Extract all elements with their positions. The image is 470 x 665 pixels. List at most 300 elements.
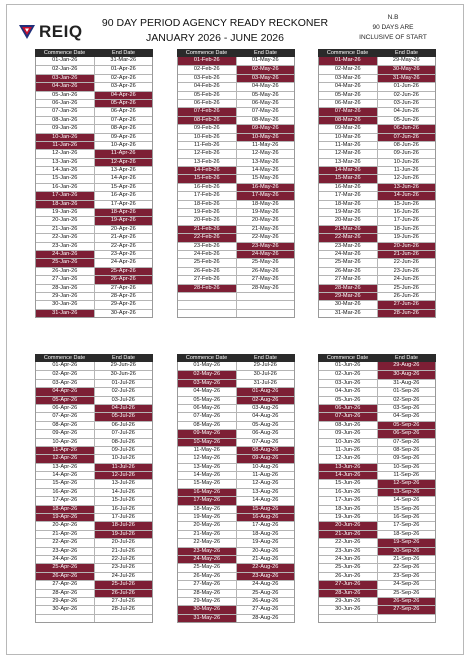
end-date-cell: 30-Apr-26 (110, 309, 136, 316)
table-row (319, 191, 435, 199)
end-date-cell: 15-May-26 (251, 175, 279, 182)
commence-date-header: Commence Date (326, 355, 369, 361)
table-row (178, 614, 294, 622)
end-date-cell: 09-Sep-26 (393, 455, 420, 462)
commence-date-cell: 29-Jan-26 (36, 293, 95, 300)
end-date-cell: 23-Sep-26 (393, 572, 420, 579)
commence-date-cell: 01-May-26 (178, 362, 237, 370)
end-date-cell: 05-Aug-26 (252, 421, 279, 428)
table-row (319, 116, 435, 124)
commence-date-cell: 13-Apr-26 (36, 464, 95, 471)
commence-date-cell: 01-Jun-26 (319, 362, 378, 370)
end-date-cell: 24-Jun-26 (393, 276, 419, 283)
end-date-cell: 21-May-26 (251, 225, 279, 232)
commence-date-cell: 25-Jun-26 (319, 564, 378, 571)
commence-date-cell: 28-May-26 (178, 590, 237, 597)
end-date-cell: 10-Jun-26 (393, 158, 419, 165)
commence-date-cell: 24-Feb-26 (178, 251, 237, 258)
table-row (178, 183, 294, 191)
table-row (36, 233, 152, 241)
commence-date-cell: 07-May-26 (178, 413, 237, 420)
end-date-cell: 18-Jun-26 (393, 225, 419, 232)
table-row (319, 521, 435, 529)
end-date-cell: 31-Mar-26 (110, 57, 137, 63)
end-date-cell: 19-May-26 (251, 209, 279, 216)
commence-date-cell: 11-May-26 (178, 447, 237, 454)
commence-date-cell: 04-Apr-26 (36, 388, 95, 395)
table-row (36, 200, 152, 208)
table-row (178, 396, 294, 404)
commence-date-cell: 29-Jun-26 (319, 598, 378, 605)
table-row (36, 530, 152, 538)
end-date-cell: 21-Aug-26 (252, 555, 279, 562)
end-date-cell (237, 310, 295, 317)
commence-date-cell: 18-May-26 (178, 506, 237, 513)
table-row (178, 250, 294, 258)
commence-date-cell: 10-Apr-26 (36, 439, 95, 446)
end-date-cell: 15-Sep-26 (393, 505, 420, 512)
table-row (36, 370, 152, 378)
end-date-cell: 05-Jul-26 (95, 413, 153, 420)
end-date-cell: 10-Aug-26 (252, 463, 279, 470)
end-date-cell: 24-May-26 (237, 251, 295, 258)
commence-date-cell: 28-Jan-26 (36, 285, 95, 292)
end-date-cell: 08-Jun-26 (393, 141, 419, 148)
table-row (36, 275, 152, 283)
table-row (178, 233, 294, 241)
end-date-cell: 21-Apr-26 (110, 234, 136, 241)
commence-date-cell: 04-Jan-26 (36, 83, 95, 90)
commence-date-header: Commence Date (43, 355, 86, 361)
table-row (36, 387, 152, 395)
end-date-cell: 27-May-26 (251, 276, 279, 283)
end-date-cell: 02-Sep-26 (393, 396, 420, 403)
end-date-cell: 21-Jun-26 (378, 251, 436, 258)
table-row (178, 200, 294, 208)
table-row (178, 404, 294, 412)
commence-date-cell: 05-Mar-26 (319, 92, 378, 99)
commence-date-cell: 04-Jun-26 (319, 388, 378, 395)
end-date-cell: 19-Sep-26 (378, 539, 436, 546)
commence-date-cell: 23-Jan-26 (36, 243, 95, 250)
end-date-cell: 03-Apr-26 (110, 83, 136, 90)
commence-date-cell: 19-Jun-26 (319, 514, 378, 521)
title-line-2: JANUARY 2026 - JUNE 2026 (146, 31, 284, 44)
commence-date-cell: 10-Feb-26 (178, 134, 237, 141)
commence-date-cell: 03-Mar-26 (319, 75, 378, 82)
commence-date-cell: 05-Jan-26 (36, 92, 95, 99)
table-row (178, 191, 294, 199)
commence-date-cell: 13-May-26 (178, 464, 237, 471)
end-date-cell: 08-May-26 (251, 116, 279, 123)
table-row (36, 258, 152, 266)
end-date-cell: 08-Sep-26 (393, 446, 420, 453)
commence-date-cell: 01-Jan-26 (36, 57, 95, 65)
table-row (319, 479, 435, 487)
commence-date-cell: 05-Apr-26 (36, 397, 95, 404)
end-date-cell: 07-Apr-26 (110, 116, 136, 123)
table-row (319, 496, 435, 504)
commence-date-cell: 21-Jan-26 (36, 226, 95, 233)
note-line-3: INCLUSIVE OF START (359, 34, 427, 41)
commence-date-cell: 09-Apr-26 (36, 430, 95, 437)
end-date-cell: 29-Jun-26 (110, 362, 136, 368)
commence-date-cell: 21-Mar-26 (319, 226, 378, 233)
commence-date-cell: 26-Jun-26 (319, 573, 378, 580)
table-row (36, 496, 152, 504)
commence-date-cell: 22-Mar-26 (319, 234, 378, 241)
end-date-cell: 24-Sep-26 (393, 581, 420, 588)
commence-date-cell: 04-May-26 (178, 388, 237, 395)
end-date-cell: 25-Jul-26 (95, 581, 153, 588)
end-date-cell: 27-Jun-26 (378, 301, 436, 308)
table-row (36, 250, 152, 258)
table-row (319, 225, 435, 233)
end-date-cell: 16-May-26 (237, 184, 295, 191)
table-header (35, 49, 153, 57)
commence-date-cell: 13-Jan-26 (36, 159, 95, 166)
commence-date-cell: 23-Feb-26 (178, 243, 237, 250)
commence-date-cell: 28-Mar-26 (319, 285, 378, 292)
note-line-2: 90 DAYS ARE (372, 24, 414, 31)
end-date-cell: 28-Jun-26 (378, 310, 436, 317)
end-date-cell: 09-Jul-26 (111, 446, 135, 453)
end-date-cell: 13-Aug-26 (252, 488, 279, 495)
commence-date-cell: 09-May-26 (178, 430, 237, 437)
end-date-cell: 11-Apr-26 (95, 150, 153, 157)
end-date-cell: 14-Jul-26 (111, 488, 135, 495)
table-row (36, 572, 152, 580)
commence-date-cell: 07-Feb-26 (178, 108, 237, 115)
table-row (319, 580, 435, 588)
table-row (319, 538, 435, 546)
end-date-cell: 05-May-26 (251, 91, 279, 98)
end-date-cell: 25-Aug-26 (252, 589, 279, 596)
table-rows (318, 362, 436, 623)
end-date-cell: 18-Sep-26 (393, 530, 420, 537)
commence-date-cell: 04-Mar-26 (319, 83, 378, 90)
table-row (319, 292, 435, 300)
table-header (318, 49, 436, 57)
commence-date-cell: 03-May-26 (178, 380, 237, 387)
table-row (36, 91, 152, 99)
end-date-header: End Date (112, 50, 135, 56)
end-date-cell: 14-Sep-26 (393, 497, 420, 504)
table-row (178, 412, 294, 420)
end-date-cell: 04-Sep-26 (393, 413, 420, 420)
table-row (178, 572, 294, 580)
table-row (36, 133, 152, 141)
commence-date-cell: 18-Jan-26 (36, 201, 95, 208)
commence-date-cell: 18-Apr-26 (36, 506, 95, 513)
end-date-cell: 03-Aug-26 (252, 404, 279, 411)
commence-date-cell: 27-Jan-26 (36, 276, 95, 283)
commence-date-cell: 08-Apr-26 (36, 422, 95, 429)
commence-date-cell: 22-Apr-26 (36, 539, 95, 546)
end-date-cell: 10-Jul-26 (111, 455, 135, 462)
commence-date-cell: 24-May-26 (178, 556, 237, 563)
table-row (178, 216, 294, 224)
table-row (36, 563, 152, 571)
commence-date-cell: 10-May-26 (178, 439, 237, 446)
table-row (319, 183, 435, 191)
commence-date-cell: 08-May-26 (178, 422, 237, 429)
end-date-cell: 06-May-26 (251, 99, 279, 106)
table-jun (318, 354, 436, 623)
end-date-cell: 08-Apr-26 (110, 125, 136, 132)
end-date-cell: 20-Apr-26 (110, 225, 136, 232)
commence-date-cell: 15-Feb-26 (178, 175, 237, 182)
commence-date-cell: 11-Jan-26 (36, 142, 95, 149)
commence-date-cell: 15-Jan-26 (36, 175, 95, 182)
table-row (36, 580, 152, 588)
table-row (319, 57, 435, 65)
end-date-cell: 28-Apr-26 (110, 292, 136, 299)
end-date-cell: 28-May-26 (251, 284, 279, 291)
end-date-cell: 28-Aug-26 (252, 614, 279, 621)
table-row (36, 107, 152, 115)
table-row (319, 488, 435, 496)
commence-date-cell: 06-Apr-26 (36, 405, 95, 412)
table-row (319, 124, 435, 132)
end-date-cell: 12-Jul-26 (95, 472, 153, 479)
end-date-header: End Date (254, 355, 277, 361)
end-date-cell: 19-Aug-26 (252, 539, 279, 546)
table-row (36, 421, 152, 429)
table-row (319, 597, 435, 605)
commence-date-cell: 06-Jan-26 (36, 100, 95, 107)
table-row (36, 438, 152, 446)
table-row (178, 124, 294, 132)
end-date-cell: 06-Aug-26 (252, 430, 279, 437)
end-date-cell: 23-Jul-26 (111, 564, 135, 571)
commence-date-cell: 12-Jan-26 (36, 150, 95, 157)
commence-date-cell: 03-Feb-26 (178, 75, 237, 82)
table-row (319, 505, 435, 513)
end-date-cell: 26-Sep-26 (378, 598, 436, 605)
end-date-cell: 26-Aug-26 (252, 597, 279, 604)
commence-date-cell: 24-Jan-26 (36, 251, 95, 258)
end-date-cell: 20-Jul-26 (111, 539, 135, 546)
table-row (319, 200, 435, 208)
table-row (36, 300, 152, 308)
table-row (36, 183, 152, 191)
table-row (319, 362, 435, 370)
table-row (319, 421, 435, 429)
end-date-cell: 16-Aug-26 (237, 514, 295, 521)
commence-date-cell: 09-Mar-26 (319, 125, 378, 132)
commence-date-cell: 12-Feb-26 (178, 150, 237, 157)
end-date-cell: 21-Sep-26 (393, 555, 420, 562)
commence-date-cell: 15-Mar-26 (319, 175, 378, 182)
commence-date-cell: 14-May-26 (178, 472, 237, 479)
table-row (178, 309, 294, 317)
table-row (178, 258, 294, 266)
commence-date-cell: 23-May-26 (178, 548, 237, 555)
table-row (36, 208, 152, 216)
table-row (178, 496, 294, 504)
commence-date-cell: 28-Feb-26 (178, 285, 237, 292)
end-date-cell: 06-Apr-26 (110, 108, 136, 115)
table-row (319, 471, 435, 479)
commence-date-cell: 12-Mar-26 (319, 150, 378, 157)
table-row (319, 133, 435, 141)
commence-date-cell: 20-May-26 (178, 522, 237, 529)
end-date-cell: 01-Jun-26 (393, 83, 419, 90)
end-date-cell: 11-Aug-26 (252, 472, 279, 479)
reiq-logo-icon (17, 23, 37, 41)
table-row (319, 404, 435, 412)
commence-date-cell: 10-Mar-26 (319, 134, 378, 141)
table-row (178, 563, 294, 571)
end-date-cell: 11-Jun-26 (393, 167, 419, 174)
commence-date-cell: 21-Jun-26 (319, 531, 378, 538)
end-date-cell: 21-Jul-26 (111, 547, 135, 554)
table-row (319, 300, 435, 308)
commence-date-cell: 13-Jun-26 (319, 464, 378, 471)
table-row (178, 370, 294, 378)
end-date-cell: 03-Sep-26 (393, 404, 420, 411)
commence-date-cell: 18-Jun-26 (319, 506, 378, 513)
table-row (178, 463, 294, 471)
end-date-cell: 25-Jun-26 (393, 284, 419, 291)
table-row (319, 141, 435, 149)
table-row (36, 521, 152, 529)
commence-date-cell: 27-May-26 (178, 581, 237, 588)
commence-date-cell: 17-May-26 (178, 497, 237, 504)
end-date-cell: 02-Aug-26 (237, 397, 295, 404)
commence-date-cell: 23-Apr-26 (36, 548, 95, 555)
end-date-cell (378, 615, 436, 622)
end-date-cell: 15-Jul-26 (111, 497, 135, 504)
end-date-cell: 19-Jun-26 (393, 234, 419, 241)
reckoner-page (6, 4, 464, 655)
table-row (319, 65, 435, 73)
commence-date-cell: 07-Mar-26 (319, 108, 378, 115)
commence-date-cell: 12-Jun-26 (319, 455, 378, 462)
inclusive-note (337, 13, 449, 43)
end-date-cell: 20-Sep-26 (378, 548, 436, 555)
table-row (319, 284, 435, 292)
end-date-cell: 02-May-26 (237, 66, 295, 73)
table-row (178, 284, 294, 292)
table-row (36, 284, 152, 292)
commence-date-cell: 07-Jan-26 (36, 108, 95, 115)
end-date-cell: 29-Apr-26 (110, 301, 136, 308)
table-row (319, 379, 435, 387)
page-title (99, 16, 331, 45)
commence-date-cell: 28-Jun-26 (319, 590, 378, 597)
end-date-cell: 04-Jul-26 (95, 405, 153, 412)
commence-date-cell: 24-Mar-26 (319, 251, 378, 258)
end-date-cell: 07-May-26 (251, 108, 279, 115)
end-date-cell: 04-Aug-26 (252, 413, 279, 420)
table-row (36, 124, 152, 132)
end-date-cell: 30-Jul-26 (253, 371, 277, 378)
table-row (178, 547, 294, 555)
title-line-1: 90 DAY PERIOD AGENCY READY RECKONER (101, 17, 329, 29)
commence-date-cell: 29-Apr-26 (36, 598, 95, 605)
end-date-cell: 12-Sep-26 (378, 480, 436, 487)
commence-date-cell: 19-Mar-26 (319, 209, 378, 216)
table-row (178, 107, 294, 115)
table-row (319, 242, 435, 250)
table-row (178, 275, 294, 283)
end-date-cell: 04-May-26 (251, 83, 279, 90)
table-row (178, 379, 294, 387)
table-row (319, 216, 435, 224)
table-row (36, 429, 152, 437)
table-row (178, 488, 294, 496)
end-date-cell: 09-May-26 (237, 125, 295, 132)
table-header (318, 354, 436, 362)
end-date-cell: 29-Aug-26 (378, 362, 436, 370)
commence-date-cell: 31-Mar-26 (319, 310, 378, 317)
commence-date-cell: 31-Jan-26 (36, 310, 95, 317)
commence-date-cell: 24-Apr-26 (36, 556, 95, 563)
commence-date-cell: 23-Jun-26 (319, 548, 378, 555)
end-date-cell: 05-Jun-26 (393, 116, 419, 123)
table-row (36, 149, 152, 157)
table-row (178, 208, 294, 216)
commence-date-cell: 06-May-26 (178, 405, 237, 412)
end-date-cell: 26-May-26 (251, 267, 279, 274)
table-row (178, 454, 294, 462)
end-date-cell: 12-May-26 (251, 150, 279, 157)
end-date-cell: 13-Sep-26 (378, 489, 436, 496)
end-date-cell: 19-Apr-26 (95, 217, 153, 224)
end-date-cell: 18-Jul-26 (95, 522, 153, 529)
commence-date-cell: 31-May-26 (178, 615, 237, 622)
commence-date-cell: 02-Feb-26 (178, 66, 237, 73)
commence-date-cell: 20-Jun-26 (319, 522, 378, 529)
commence-date-cell: 25-Jan-26 (36, 259, 95, 266)
end-date-cell: 30-Jun-26 (110, 371, 136, 378)
table-row (36, 513, 152, 521)
end-date-cell: 25-Sep-26 (393, 589, 420, 596)
commence-date-cell: 27-Jun-26 (319, 581, 378, 588)
end-date-cell: 27-Aug-26 (252, 606, 279, 613)
commence-date-cell: 30-Jun-26 (319, 606, 378, 613)
end-date-cell: 18-May-26 (251, 200, 279, 207)
commence-date-cell: 09-Feb-26 (178, 125, 237, 132)
commence-date-cell: 20-Feb-26 (178, 217, 237, 224)
commence-date-cell: 02-May-26 (178, 371, 237, 378)
commence-date-cell: 19-Jan-26 (36, 209, 95, 216)
commence-date-cell: 15-Jun-26 (319, 480, 378, 487)
table-row (36, 57, 152, 65)
end-date-cell: 22-Jun-26 (393, 259, 419, 266)
table-row (319, 530, 435, 538)
end-date-cell: 16-Sep-26 (393, 514, 420, 521)
table-row (178, 421, 294, 429)
table-row (36, 446, 152, 454)
end-date-cell: 17-Jul-26 (111, 514, 135, 521)
table-row (36, 267, 152, 275)
commence-date-cell: 17-Feb-26 (178, 192, 237, 199)
table-row (36, 242, 152, 250)
table-row (36, 216, 152, 224)
commence-date-cell: 01-Mar-26 (319, 57, 378, 65)
commence-date-cell: 27-Mar-26 (319, 276, 378, 283)
end-date-cell (95, 615, 153, 622)
commence-date-cell: 25-May-26 (178, 564, 237, 571)
end-date-cell: 20-Jun-26 (378, 243, 436, 250)
commence-date-cell: 05-Jun-26 (319, 397, 378, 404)
table-row (36, 454, 152, 462)
commence-date-cell: 06-Feb-26 (178, 100, 237, 107)
end-date-cell: 17-Aug-26 (252, 522, 279, 529)
